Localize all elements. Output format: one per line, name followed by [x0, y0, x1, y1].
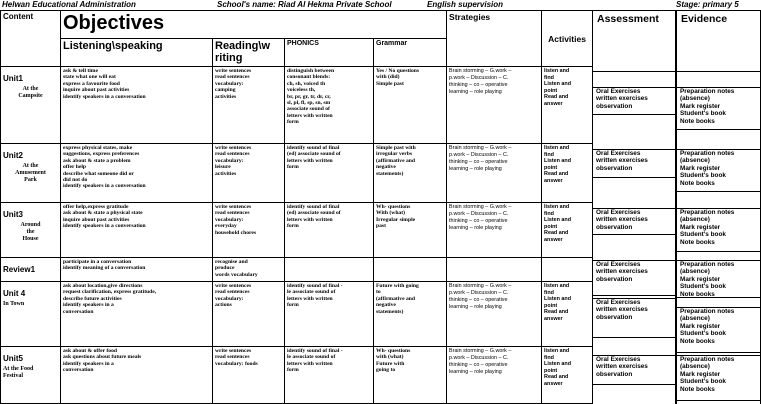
evidence-block: Preparation notes (absence) Mark register Student's book Note books: [677, 208, 760, 252]
reading-cell: write sentences read sentences vocabulary: foods: [213, 347, 285, 404]
curriculum-table: [0, 10, 593, 404]
table-row: [1, 203, 593, 258]
unit-title: Unit 4: [3, 289, 26, 298]
phonics-cell: identify sound of final (ed) associate sound of letters with written form: [285, 144, 374, 203]
phonics-cell: [285, 258, 374, 282]
administration-name: Helwan Educational Administration: [2, 0, 136, 9]
listening-cell: ask & tell time state what one will eat express a favourite food inquire about past activities identify speakers in a conversation: [61, 67, 213, 144]
strategies-cell: [447, 258, 542, 282]
activities-cell: [542, 258, 593, 282]
evidence-block: Preparation notes (absence) Mark register Student's book Note books: [677, 87, 760, 130]
unit-cell: [1, 67, 61, 144]
strategies-cell: Brain storming – G.work – p.work – Discussion – C. thinking – co – operative learning – role playing: [447, 203, 542, 258]
unit-title: Unit2: [3, 151, 23, 160]
phonics-cell: identify sound of final - le associate sound of letters with written form: [285, 282, 374, 347]
activities-cell: listen and find Listen and point Read and answer: [542, 282, 593, 347]
assessment-block: Oral Exercises written exercises observation: [593, 149, 675, 178]
assessment-header: Assessment: [592, 10, 676, 72]
grammar-cell: Future with going to (affirmative and negative statements): [374, 282, 447, 347]
listening-cell: express physical states, make suggestions, express preferences ask about & state a problem offer help describe what someone did or did not do identify speakers in a conversation: [61, 144, 213, 203]
strategies-cell: Brain storming – G.work – p.work – Discussion – C. thinking – co – operative learning – role playing: [447, 282, 542, 347]
reading-cell: recognise and produce words vocabulary: [213, 258, 285, 282]
objectives-header: Objectives: [61, 11, 447, 39]
listening-cell: participate in a conversation identify meaning of a conversation: [61, 258, 213, 282]
unit-subtitle: At the Campsite: [18, 86, 43, 99]
strategies-cell: Brain storming – G.work – p.work – Discussion – C. thinking – co – operative learning – role playing: [447, 67, 542, 144]
page-header: [0, 0, 761, 10]
table-row: [1, 258, 593, 282]
unit-cell: [1, 258, 61, 282]
reading-cell: write sentences read sentences vocabulary: leisure activities: [213, 144, 285, 203]
evidence-block: Preparation notes (absence) Mark register Student's book Note books: [677, 149, 760, 192]
assessment-block: Oral Exercises written exercises observation: [593, 298, 675, 338]
unit-title: Unit3: [3, 210, 23, 219]
listening-cell: ask about & offer food ask questions about future meals identify speakers in a conversation: [61, 347, 213, 404]
unit-title: Unit5: [3, 354, 23, 363]
unit-subtitle: Around the House: [20, 222, 41, 242]
assessment-block: Oral Exercises written exercises observation: [593, 260, 675, 296]
unit-subtitle: In Town: [3, 301, 25, 307]
listening-cell: ask about location,give directions request clarification, express gratitude, describe future activities identify speakers in a conversation: [61, 282, 213, 347]
assessment-column: [592, 72, 676, 404]
unit-subtitle: At the Amusement Park: [15, 163, 46, 183]
activities-cell: listen and find Listen and point Read and answer: [542, 67, 593, 144]
evidence-column: [676, 72, 761, 404]
strategies-cell: Brain storming – G.work – p.work – Discussion – C. thinking – co – operative learning – role playing: [447, 347, 542, 404]
strategies-cell: Brain storming – G.work – p.work – Discussion – C. thinking – co – operative learning – role playing: [447, 144, 542, 203]
strategies-header: Strategies: [447, 11, 542, 67]
unit-title: Review1: [3, 265, 36, 274]
listening-speaking-header: Listening\speaking: [61, 39, 213, 67]
reading-writing-header: Reading\w riting: [213, 39, 285, 67]
phonics-cell: distinguish between consonant blends: ch, sh, voiced th voiceless th, br, pr, gr, tr, dr, cr, sl, pl, fl, sp, sn, sm associate sound of letters with written form: [285, 67, 374, 144]
assessment-evidence-panel: [592, 10, 761, 404]
school-name: School's name: Riad Al Hekma Private School: [217, 0, 392, 9]
assessment-block: Oral Exercises written exercises observation: [593, 355, 675, 385]
reading-cell: write sentences read sentences vocabulary: everyday household chores: [213, 203, 285, 258]
unit-cell: [1, 203, 61, 258]
assessment-block: Oral Exercises written exercises observation: [593, 87, 675, 115]
evidence-header: Evidence: [676, 10, 761, 72]
table-row: [1, 347, 593, 404]
grammar-cell: Wh- questions with (what) Future with going to: [374, 347, 447, 404]
reading-cell: write sentences read sentences vocabulary: actions: [213, 282, 285, 347]
evidence-block: Preparation notes (absence) Mark register Student's book Note books: [677, 355, 760, 401]
stage-label: Stage: primary 5: [676, 0, 739, 9]
content-header: Content: [1, 11, 61, 67]
table-row: [1, 144, 593, 203]
grammar-cell: Yes / No questions with (did) Simple past: [374, 67, 447, 144]
listening-cell: offer help,express gratitude ask about & state a physical state inquire about past activities identify speakers in a conversation: [61, 203, 213, 258]
unit-cell: [1, 347, 61, 404]
activities-cell: listen and find Listen and point Read and answer: [542, 144, 593, 203]
grammar-cell: Wh- questions With (what) Irregular simple past: [374, 203, 447, 258]
phonics-cell: identify sound of final - le associate sound of letters with written form: [285, 347, 374, 404]
grammar-cell: Simple past with irregular verbs (affirmative and negative statements): [374, 144, 447, 203]
assessment-block: Oral Exercises written exercises observation: [593, 208, 675, 235]
unit-cell: [1, 282, 61, 347]
table-row: [1, 67, 593, 144]
phonics-cell: identify sound of final (ed) associate sound of letters with written form: [285, 203, 374, 258]
activities-header: Activities: [542, 11, 593, 67]
table-row: [1, 282, 593, 347]
reading-cell: write sentences read sentences vocabulary: camping activities: [213, 67, 285, 144]
grammar-cell: [374, 258, 447, 282]
activities-cell: listen and find Listen and point Read and answer: [542, 347, 593, 404]
unit-cell: [1, 144, 61, 203]
activities-cell: listen and find Listen and point Read and answer: [542, 203, 593, 258]
unit-title: Unit1: [3, 74, 23, 83]
evidence-block: Preparation notes (absence) Mark register Student's book Note books: [677, 260, 760, 298]
unit-subtitle: At the Food Festival: [3, 366, 34, 379]
grammar-header: Grammar: [374, 39, 447, 67]
phonics-header: PHONICS: [285, 39, 374, 67]
evidence-block: Preparation notes (absence) Mark register Student's book Note books: [677, 307, 760, 353]
supervision-label: English supervision: [427, 0, 504, 9]
